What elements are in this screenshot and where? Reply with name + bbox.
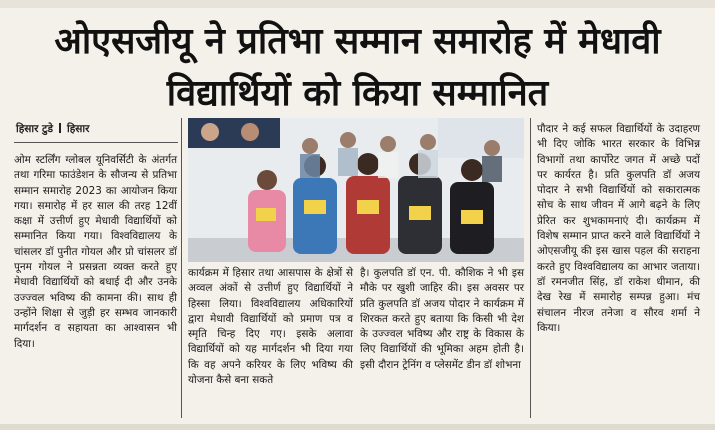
byline-separator bbox=[59, 123, 61, 133]
column-divider-2 bbox=[530, 118, 531, 418]
column-4-text: पौदार ने कई सफल विद्यार्थियों के उदाहरण भी दिए जोकि भारत सरकार के विभिन्न विभागों तथा कार्पोरेट जगत में अच्छे पदों पर कार्यरत है। प्रति कुलपति डॉ अजय पोदार ने सभी विद्यार्थियों को सकारात्मक सोच के साथ जीवन में आगे बढ़ने के लिए प्रेरित कर शुभकामनाएं दी। कार्यक्रम में विशेष सम्मान प्राप्त करने वाले विद्यार्थियों ने ओएसजीयू की इस खास पहल की सराहना करते हुए विश्वविद्यालय का आभार जताया। डॉ रमनजीत सिंह, डॉ राकेश धीमान, की देख रेख में समारोह सम्पन्न हुआ। मंच संचालन नीरज तनेजा व सौरव शर्मा ने किया। bbox=[537, 123, 700, 334]
headline-line-2: विद्यार्थियों को किया सम्मानित bbox=[166, 73, 549, 114]
event-photo bbox=[188, 118, 524, 262]
byline-place: हिसार bbox=[66, 123, 90, 135]
byline bbox=[16, 122, 176, 136]
column-3-text: है। कुलपति डॉ एन. पी. कौशिक ने भी इस मौके पर खुशी जाहिर की। इस अवसर पर प्रति कुलपति डॉ अजय पोदार ने कार्यक्रम में शिरकत करते हुए बताया कि किसी भी देश के उज्ज्वल भविष्य और राष्ट्र के विकास के लिए विद्यार्थियों की भूमिका अहम होती है। इसी दौरान ट्रेनिंग व प्लेसमेंट डीन डॉ शोभना bbox=[360, 267, 524, 371]
byline-rule bbox=[14, 142, 178, 143]
column-2-text: कार्यक्रम में हिसार तथा आसपास के क्षेत्रों से अव्वल अंकों से उत्तीर्ण हुए विद्यार्थियों ने हिस्सा लिया। विश्वविद्यालय अधिकारियों द्वारा मेधावी विद्यार्थियों को प्रमाण पत्र व स्मृति चिन्ह दिए गए। इसके अलावा विद्यार्थियों को यह मार्गदर्शन भी दिया गया कि वह अपने करियर के लिए भविष्य की योजना कैसे बना सकते bbox=[188, 267, 353, 387]
article-column-2 bbox=[188, 266, 353, 418]
page-top-edge bbox=[0, 0, 715, 8]
event-photo-illustration bbox=[188, 118, 524, 262]
column-divider-1 bbox=[181, 118, 182, 418]
headline-line-1: ओएसजीयू ने प्रतिभा सम्मान समारोह में मेधावी bbox=[54, 21, 661, 62]
article-column-1 bbox=[14, 153, 177, 418]
byline-paper: हिसार टुडे bbox=[16, 123, 53, 135]
column-1-text: ओम स्टर्लिंग ग्लोबल यूनिवर्सिटी के अंतर्गत तथा गरिमा फाउंडेशन के सौजन्य से प्रतिभा सम्मान समारोह 2023 का आयोजन किया गया। समारोह में हर साल की तरह 12वीं कक्षा में उत्तीर्ण हुए मेधावी विद्यार्थियों को सम्मानित किया गया। विश्वविद्यालय के चांसलर डॉ पुनीत गोयल और प्रो चांसलर डॉ पूनम गोयल ने प्रसन्नता व्यक्त करते हुए मेधावी विद्यार्थियों को बधाई दी और उनके उज्ज्वल भविष्य की कामना की। साथ ही उन्होंने शिक्षा से जुड़ी हर सम्भव जानकारी मार्गदर्शन व सहायता का आश्वासन भी दिया। bbox=[14, 154, 177, 350]
headline bbox=[0, 16, 715, 120]
page-bottom-edge bbox=[0, 424, 715, 430]
article-column-4 bbox=[537, 122, 700, 418]
article-column-3 bbox=[360, 266, 524, 418]
